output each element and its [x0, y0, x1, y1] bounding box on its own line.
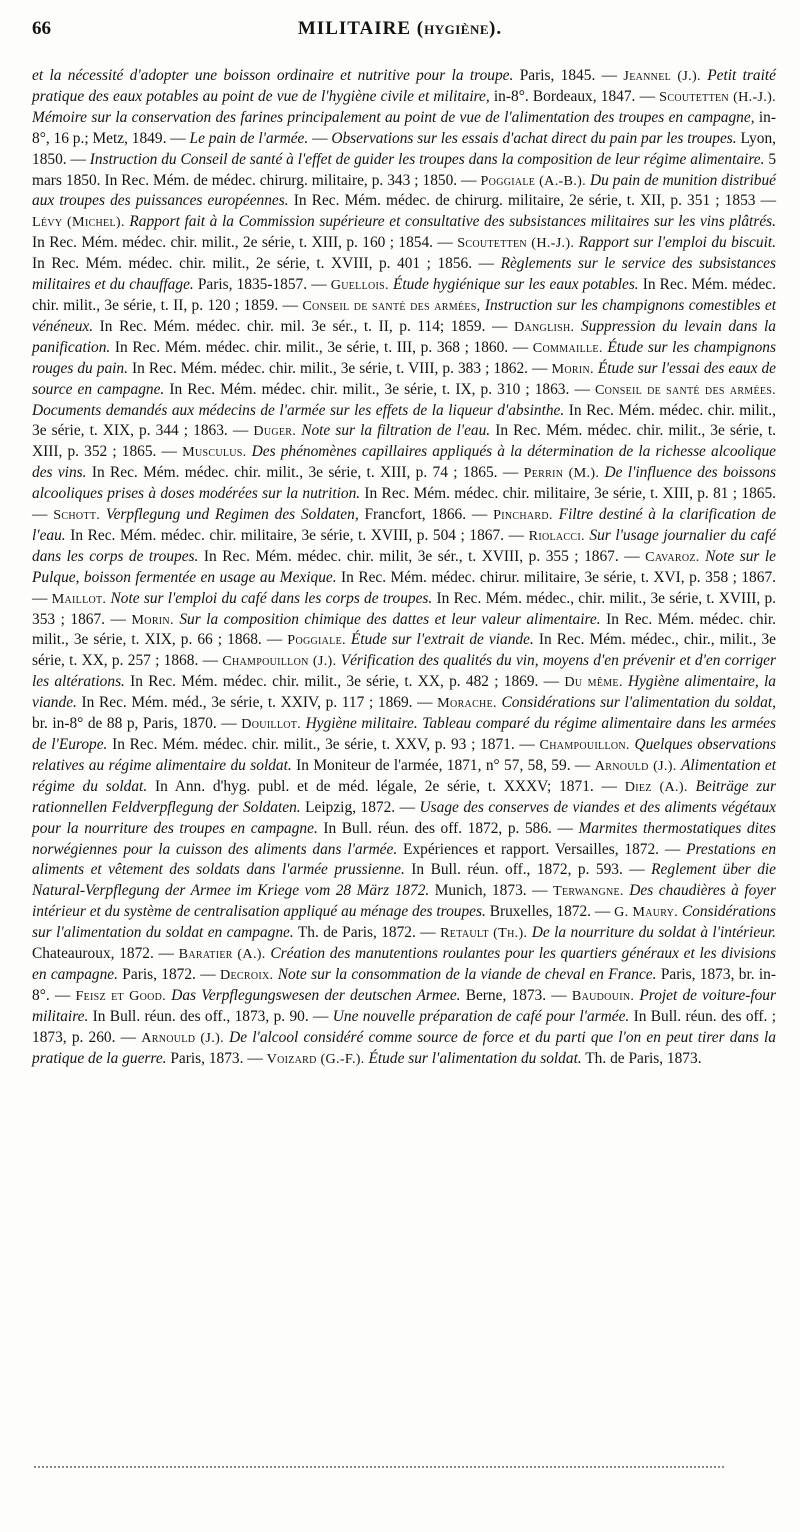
- entry-details: In Rec. Mém. médec. chir. milit., 3e série, t. XIX, p. 66 ; 1868.: [32, 610, 777, 649]
- entry-details: In Rec. Mém. médec. chir. militaire, 3e série, t. XVIII, p. 504 ; 1867.: [65, 526, 505, 544]
- bibliography-entry: — Arnould (J.). De l'alcool considéré comme source de force et du parti que l'on en peut tirer dans la pratique de la guerre. Paris, 1873.: [32, 1028, 776, 1067]
- entry-title: Beiträge zur rationnellen Feldverpflegung der Soldaten.: [32, 777, 776, 816]
- entry-title: De l'alcool considéré comme source de force et du parti que l'on en peut tirer dans la pratique de la guerre.: [32, 1028, 776, 1067]
- entry-details: Francfort, 1866.: [358, 506, 467, 524]
- entry-details: In Rec. Mém. médec. chir. milit, 3e sér., t. XVIII, p. 355 ; 1867.: [198, 547, 619, 565]
- entry-details: In Bull. réun. des off. ; 1873, p. 260.: [32, 1007, 776, 1046]
- entry-author: Jeannel (J.).: [623, 68, 701, 84]
- bibliography-entry: — Morin. Étude sur l'essai des eaux de source en campagne. In Rec. Mém. médec. chir. milit., 3e série, t. IX, p. 310 ; 1863.: [32, 359, 776, 398]
- bibliography-entry: — Morache. Considérations sur l'alimentation du soldat, br. in-8° de 88 p, Paris, 1870.: [32, 694, 776, 733]
- entry-details: In Rec. Mém. méd., 3e série, t. XXIV, p. 117 ; 1869.: [76, 694, 413, 712]
- bibliography-entry: — Perrin (M.). De l'influence des boissons alcooliques prises à doses modérées sur la nutrition. In Rec. Mém. médec. chir. militaire, 3e série, t. XIII, p. 81 ; 1865.: [32, 464, 776, 503]
- entry-details: In Rec. Mém. médec. chir. milit., 3e série, t. VIII, p. 383 ; 1862.: [127, 359, 529, 377]
- bibliography-entry: — Observations sur les essais d'achat direct du pain par les troupes. Lyon, 1850.: [32, 129, 776, 168]
- page-header: [32, 18, 768, 48]
- bibliography-entry: — Reglement über die Natural-Verpflegung der Armee im Kriege vom 28 März 1872. Munich, 1873.: [32, 861, 777, 900]
- bibliography-entry: — Lévy (Michel). Rapport fait à la Commission supérieure et consultative des subsistances militaires sur les vins plâtrés. In Rec. Mém. médec. chir. milit., 2e série, t. XIII, p. 160 ; 1854.: [32, 192, 776, 252]
- bibliography-entry: — Arnould (J.). Alimentation et régime du soldat. In Ann. d'hyg. publ. et de méd. légale, 2e série, t. XXXV; 1871.: [32, 756, 777, 795]
- entry-details: In Bull. réun. des off. 1872, p. 586.: [317, 819, 552, 837]
- entry-title: Alimentation et régime du soldat.: [32, 756, 777, 795]
- entry-author: Champouillon (J.).: [222, 653, 337, 670]
- bibliography-entry: — Decroix. Note sur la consommation de la viande de cheval en France. Paris, 1873, br. in-8°.: [32, 965, 776, 1004]
- entry-author: Maillot.: [51, 590, 107, 607]
- bibliography-entry: — Maillot. Note sur l'emploi du café dans les corps de troupes. In Rec. Mém. médec., chir. milit., 3e série, t. XVIII, p. 353 ; 1867.: [32, 589, 776, 628]
- bibliography-entry: — Champouillon (J.). Vérification des qualités du vin, moyens d'en prévenir et d'en corriger les altérations. In Rec. Mém. médec. chir. milit., 3e série, t. XX, p. 482 ; 1869.: [32, 652, 776, 691]
- entry-title: Projet de voiture-four militaire.: [32, 986, 776, 1025]
- entry-details: In Rec. Mém. médec. chir. milit., 3e série, t. XIII, p. 352 ; 1865.: [32, 422, 776, 461]
- entry-details: 5 mars 1850. In Rec. Mém. de médec. chirurg. militaire, p. 343 ; 1850.: [32, 150, 777, 189]
- entry-title: Étude sur l'essai des eaux de source en campagne.: [32, 359, 776, 398]
- entry-author: Baudouin.: [571, 987, 635, 1004]
- bibliography-entry: — Voizard (G.-F.). Étude sur l'alimentation du soldat. Th. de Paris, 1873.: [243, 1049, 702, 1067]
- entry-title: De l'influence des boissons alcooliques prises à doses modérées sur la nutrition.: [32, 464, 776, 503]
- bibliography-entry: — Poggiale (A.-B.). Du pain de munition distribué aux troupes des puissances européennes. In Rec. Mém. médec. de chirurg. militaire, 2e série, t. XII, p. 351 ; 1853: [32, 171, 776, 210]
- entry-details: In Rec. Mém. médec. chir. milit., 3e série, t. III, p. 368 ; 1860.: [110, 338, 509, 356]
- entry-title: Rapport sur l'emploi du biscuit.: [578, 234, 776, 252]
- entry-title: Instruction sur les champignons comestibles et vénéneux.: [32, 296, 776, 335]
- entry-author: Morache.: [437, 695, 497, 712]
- entry-author: Scoutetten (H.-J.).: [457, 235, 575, 252]
- bibliography-entry: — Morin. Sur la composition chimique des dattes et leur valeur alimentaire. In Rec. Mém. médec. chir. milit., 3e série, t. XIX, p. 66 ; 1868.: [32, 610, 777, 649]
- entry-details: Paris, 1873, br. in-8°.: [32, 965, 776, 1004]
- entry-title: Das Verpflegungswesen der deutschen Armee.: [171, 986, 461, 1004]
- bibliography-entry: — Douillot. Hygiène militaire. Tableau comparé du régime alimentaire dans les armées de l'Europe. In Rec. Mém. médec. chir. milit., 3e série, t. XXV, p. 93 ; 1871.: [32, 715, 777, 753]
- entry-title: Hygiène alimentaire, la viande.: [32, 673, 776, 712]
- entry-title: Étude sur l'alimentation du soldat.: [368, 1049, 582, 1067]
- entry-title: Note sur l'emploi du café dans les corps de troupes.: [110, 589, 433, 607]
- bibliography-entry: — Terwangne. Des chaudières à foyer intérieur et du système de centralisation appliqué au ménage des troupes. Bruxelles, 1872.: [32, 882, 776, 921]
- entry-author: Musculus.: [182, 444, 247, 461]
- entry-author: Champouillon.: [539, 737, 630, 753]
- entry-title: Reglement über die Natural-Verpflegung der Armee im Kriege vom 28 März 1872.: [32, 861, 777, 900]
- bibliography-entry: — G. Maury. Considérations sur l'alimentation du soldat en campagne. Th. de Paris, 1872.: [32, 903, 776, 942]
- entry-title: Petit traité pratique des eaux potables au point de vue de l'hygiène civile et militaire,: [32, 67, 776, 105]
- entry-details: Bruxelles, 1872.: [485, 903, 592, 921]
- bibliography-entry: — Instruction du Conseil de santé à l'effet de guider les troupes dans la composition de leur régime alimentaire. 5 mars 1850. In Rec. Mém. de médec. chirurg. militaire, p. 343 ; 1850.: [32, 150, 777, 189]
- entry-title: Étude sur l'extrait de viande.: [350, 631, 534, 649]
- entry-title: Étude sur les champignons rouges du pain.: [32, 338, 776, 377]
- entry-details: Paris, 1873.: [166, 1049, 244, 1067]
- entry-title: Considérations sur l'alimentation du soldat,: [501, 694, 776, 712]
- bibliography-entry: — Cavaroz. Note sur le Pulque, boisson fermentée en usage au Mexique. In Rec. Mém. médec. chirur. militaire, 3e série, t. XVI, p. 358 ; 1867.: [32, 547, 776, 586]
- entry-author: Cavaroz.: [645, 548, 700, 565]
- entry-title: Marmites thermostatiques dites norwégiennes pour la cuisson des aliments dans l'armée.: [32, 819, 776, 858]
- entry-details: Paris, 1845.: [513, 67, 596, 84]
- bibliography-entry: [32, 67, 595, 84]
- bibliography-entry: — Pinchard. Filtre destiné à la clarification de l'eau. In Rec. Mém. médec. chir. militaire, 3e série, t. XVIII, p. 504 ; 1867.: [32, 506, 777, 544]
- footer-rule: [34, 1466, 724, 1468]
- entry-details: In Rec. Mém. médec. chirur. militaire, 3e série, t. XVI, p. 358 ; 1867.: [336, 568, 776, 586]
- entry-author: Voizard (G.-F.).: [266, 1050, 365, 1067]
- entry-title: Vérification des qualités du vin, moyens d'en prévenir et d'en corriger les altérations.: [32, 652, 776, 691]
- entry-details: In Moniteur de l'armée, 1871, n° 57, 58, 59.: [291, 756, 571, 774]
- entry-title: Filtre destiné à la clarification de l'eau.: [32, 506, 777, 544]
- bibliography-entry: — Scoutetten (H.-J.). Mémoire sur la conservation des farines principalement au point de vue de l'alimentation des troupes en campagne, in-8°, 16 p.; Metz, 1849.: [32, 87, 776, 147]
- entry-details: Berne, 1873.: [460, 986, 547, 1004]
- entry-title: Prestations en aliments et vêtement des soldats dans l'armée prussienne.: [32, 840, 777, 879]
- entry-author: Arnould (J.).: [594, 757, 677, 774]
- entry-title: Considérations sur l'alimentation du soldat en campagne.: [32, 903, 776, 942]
- entry-author: Douillot.: [241, 716, 302, 733]
- entry-details: In Bull. réun. des off., 1873, p. 90.: [88, 1007, 309, 1025]
- entry-author: Duger.: [253, 423, 297, 440]
- entry-details: Expériences et rapport. Versailles, 1872.: [397, 840, 660, 858]
- running-title-main: MILITAIRE (: [297, 18, 425, 39]
- bibliography-entry: — Duger. Note sur la filtration de l'eau. In Rec. Mém. médec. chir. milit., 3e série, t. XIII, p. 352 ; 1865.: [32, 422, 776, 461]
- bibliography-text: [32, 66, 776, 1070]
- bibliography-entry: — Feisz et Good. Das Verpflegungswesen der deutschen Armee. Berne, 1873.: [49, 986, 547, 1004]
- entry-details: br. in-8° de 88 p, Paris, 1870.: [32, 715, 217, 733]
- entry-details: In Rec. Mém. médec., chir., milit., 3e série, t. XX, p. 257 ; 1868.: [32, 631, 776, 670]
- entry-details: In Bull. réun. off., 1872, p. 593.: [404, 861, 623, 879]
- entry-author: Diez (A.).: [624, 778, 688, 795]
- entry-details: Th. de Paris, 1873.: [581, 1049, 702, 1067]
- bibliography-entry: — Règlements sur le service des subsistances militaires et du chauffage. Paris, 1835-1857.: [32, 255, 776, 294]
- entry-author: Perrin (M.).: [523, 465, 600, 482]
- entry-author: Scoutetten (H.-J.).: [659, 88, 776, 105]
- entry-details: In Ann. d'hyg. publ. et de méd. légale, 2e série, t. XXXV; 1871.: [147, 777, 594, 795]
- entry-author: Decroix.: [219, 966, 274, 983]
- page-number: 66: [32, 18, 51, 39]
- entry-author: Schott.: [53, 507, 101, 524]
- entry-author: Arnould (J.).: [141, 1029, 224, 1046]
- bibliography-entry: — Musculus. Des phénomènes capillaires appliqués à la détermination de la richesse alcoolique des vins. In Rec. Mém. médec. chir. milit., 3e série, t. XIII, p. 74 ; 1865.: [32, 443, 776, 482]
- entry-details: In Rec. Mém. médec. chir. milit., 3e série, t. XIII, p. 74 ; 1865.: [86, 464, 498, 482]
- bibliography-entry: — Conseil de santé des armées. Documents demandés aux médecins de l'armée sur les effets de la liqueur d'absinthe. In Rec. Mém. médec. chir. milit., 3e série, t. XIX, p. 344 ; 1863.: [32, 380, 776, 440]
- bibliography-entry: — Jeannel (J.). Petit traité pratique des eaux potables au point de vue de l'hygiène civile et militaire, in-8°. Bordeaux, 1847.: [32, 67, 776, 105]
- entry-details: In Rec. Mém. médec. chir. milit., 3e série, t. XIX, p. 344 ; 1863.: [32, 401, 776, 440]
- entry-details: In Rec. Mém. médec. chir. milit., 3e série, t. IX, p. 310 ; 1863.: [164, 380, 570, 398]
- entry-author: G. Maury.: [614, 904, 679, 921]
- entry-title: Du pain de munition distribué aux troupes des puissances européennes.: [32, 171, 776, 210]
- entry-author: Conseil de santé des armées,: [302, 297, 481, 314]
- entry-title: Hygiène militaire. Tableau comparé du régime alimentaire dans les armées de l'Europe.: [32, 715, 777, 753]
- bibliography-entry: — Poggiale. Étude sur l'extrait de viande. In Rec. Mém. médec., chir., milit., 3e série, t. XX, p. 257 ; 1868.: [32, 631, 776, 670]
- bibliography-entry: — Riolacci. Sur l'usage journalier du café dans les corps de troupes. In Rec. Mém. médec. chir. milit, 3e sér., t. XVIII, p. 355 ; 1867.: [32, 526, 776, 565]
- bibliography-entry: — Commaille. Étude sur les champignons rouges du pain. In Rec. Mém. médec. chir. milit., 3e série, t. VIII, p. 383 ; 1862.: [32, 338, 776, 377]
- entry-title: Création des manutentions roulantes pour les quartiers généraux et les divisions en campagne.: [32, 945, 776, 983]
- entry-details: Chateauroux, 1872.: [32, 945, 154, 963]
- entry-author: Guellois.: [330, 277, 389, 294]
- entry-title: Verpflegung und Regimen des Soldaten,: [105, 506, 359, 524]
- bibliography-entry: — Guellois. Étude hygiénique sur les eaux potables. In Rec. Mém. médec. chir. milit., 3e série, t. II, p. 120 ; 1859.: [32, 276, 776, 314]
- entry-author: Du même.: [564, 674, 623, 691]
- entry-details: in-8°, 16 p.; Metz, 1849.: [32, 108, 776, 147]
- entry-details: In Rec. Mém. médec. chir. militaire, 3e série, t. XIII, p. 81 ; 1865.: [360, 485, 776, 503]
- bibliography-entry: — Baratier (A.). Création des manutentions roulantes pour les quartiers généraux et les divisions en campagne. Paris, 1872.: [32, 945, 776, 983]
- entry-author: Retault (Th.).: [440, 925, 528, 942]
- entry-title: Documents demandés aux médecins de l'armée sur les effets de la liqueur d'absinthe.: [32, 401, 565, 419]
- entry-title: Sur la composition chimique des dattes et leur valeur alimentaire.: [179, 610, 601, 628]
- entry-title: Note sur le Pulque, boisson fermentée en usage au Mexique.: [32, 547, 776, 586]
- entry-title: Règlements sur le service des subsistances militaires et du chauffage.: [32, 255, 776, 294]
- entry-title: Le pain de l'armée.: [189, 129, 309, 147]
- entry-title: Des phénomènes capillaires appliqués à la détermination de la richesse alcoolique des vins.: [32, 443, 776, 482]
- entry-title: Étude hygiénique sur les eaux potables.: [392, 276, 639, 294]
- bibliography-entry: — Retault (Th.). De la nourriture du soldat à l'intérieur. Chateauroux, 1872.: [32, 924, 776, 963]
- entry-details: Paris, 1835-1857.: [193, 276, 308, 294]
- entry-author: Terwangne.: [553, 883, 624, 900]
- entry-title: Une nouvelle préparation de café pour l'armée.: [332, 1007, 630, 1025]
- entry-details: Lyon, 1850.: [32, 129, 776, 168]
- entry-title: Suppression du levain dans la panification.: [32, 317, 776, 356]
- entry-details: In Rec. Mém. médec. de chirurg. militaire, 2e série, t. XII, p. 351 ; 1853: [288, 192, 756, 210]
- bibliography-entry: — Diez (A.). Beiträge zur rationnellen Feldverpflegung der Soldaten. Leipzig, 1872.: [32, 777, 776, 816]
- entry-details: Paris, 1872.: [117, 965, 196, 983]
- entry-title: Rapport fait à la Commission supérieure et consultative des subsistances militaires sur les vins plâtrés.: [129, 213, 776, 231]
- entry-title: Sur l'usage journalier du café dans les corps de troupes.: [32, 526, 776, 565]
- entry-title: Instruction du Conseil de santé à l'effet de guider les troupes dans la composition de leur régime alimentaire.: [89, 150, 765, 168]
- entry-details: Leipzig, 1872.: [300, 798, 396, 816]
- bibliography-entry: — Baudouin. Projet de voiture-four militaire. In Bull. réun. des off., 1873, p. 90.: [32, 986, 776, 1025]
- entry-title: Observations sur les essais d'achat direct du pain par les troupes.: [331, 129, 737, 147]
- entry-author: Pinchard.: [493, 507, 553, 524]
- bibliography-entry: — Prestations en aliments et vêtement des soldats dans l'armée prussienne. In Bull. réun. off., 1872, p. 593.: [32, 840, 777, 879]
- entry-author: Morin.: [551, 360, 594, 377]
- entry-details: In Rec. Mém. médec. chir. mil. 3e sér., t. II, p. 114; 1859.: [93, 317, 486, 335]
- entry-author: Baratier (A.).: [178, 946, 266, 963]
- entry-details: in-8°. Bordeaux, 1847.: [489, 87, 636, 105]
- bibliography-entry: — Danglish. Suppression du levain dans la panification. In Rec. Mém. médec. chir. milit., 3e série, t. III, p. 368 ; 1860.: [32, 317, 776, 356]
- entry-author: Conseil de santé des armées.: [594, 381, 776, 398]
- bibliography-entry: — Une nouvelle préparation de café pour l'armée. In Bull. réun. des off. ; 1873, p. 260.: [32, 1007, 776, 1046]
- bibliography-entry: — Champouillon. Quelques observations relatives au régime alimentaire du soldat. In Moniteur de l'armée, 1871, n° 57, 58, 59.: [32, 736, 776, 774]
- entry-author: Morin.: [131, 611, 174, 628]
- bibliography-entry: — Scoutetten (H.-J.). Rapport sur l'emploi du biscuit. In Rec. Mém. médec. chir. milit., 2e série, t. XVIII, p. 401 ; 1856.: [32, 234, 776, 273]
- entry-author: Lévy (Michel).: [32, 214, 125, 231]
- entry-title: Mémoire sur la conservation des farines principalement au point de vue de l'alimentation des troupes en campagne,: [32, 108, 755, 126]
- entry-details: In Rec. Mém. médec. chir. milit., 2e série, t. XIII, p. 160 ; 1854.: [32, 234, 434, 252]
- entry-details: In Rec. Mém. médec. chir. milit., 3e série, t. XXV, p. 93 ; 1871.: [107, 736, 515, 753]
- entry-title: et la nécessité d'adopter une boisson ordinaire et nutritive pour la troupe.: [32, 67, 514, 84]
- bibliography-entry: — Usage des conserves de viandes et des aliments végétaux pour la nourriture des troupes en campagne. In Bull. réun. des off. 1872, p. 586.: [32, 798, 777, 837]
- entry-title: Quelques observations relatives au régime alimentaire du soldat.: [32, 736, 776, 774]
- entry-details: In Rec. Mém. médec. chir. milit., 3e série, t. XX, p. 482 ; 1869.: [124, 673, 539, 691]
- entry-title: Note sur la consommation de la viande de cheval en France.: [277, 965, 657, 983]
- entry-author: Poggiale.: [287, 632, 346, 649]
- entry-author: Feisz et Good.: [75, 987, 167, 1004]
- entry-details: In Rec. Mém. médec. chir. milit., 2e série, t. XVIII, p. 401 ; 1856.: [32, 255, 473, 273]
- bibliography-entry: — Schott. Verpflegung und Regimen des Soldaten, Francfort, 1866.: [32, 506, 467, 524]
- bibliography-entry: — Du même. Hygiène alimentaire, la viande. In Rec. Mém. méd., 3e série, t. XXIV, p. 117 ; 1869.: [32, 673, 776, 712]
- bibliography-entry: — Marmites thermostatiques dites norwégiennes pour la cuisson des aliments dans l'armée. Expériences et rapport. Versailles, 1872.: [32, 819, 776, 858]
- running-title: [32, 18, 768, 40]
- entry-title: Usage des conserves de viandes et des aliments végétaux pour la nourriture des troupes en campagne.: [32, 798, 777, 837]
- entry-author: Riolacci.: [528, 527, 585, 544]
- bibliography-entry: — Le pain de l'armée.: [166, 129, 309, 147]
- entry-details: Munich, 1873.: [429, 882, 527, 900]
- running-title-end: ).: [489, 18, 503, 39]
- entry-author: Danglish.: [513, 318, 575, 335]
- entry-details: In Rec. Mém. médec. chir. milit., 3e série, t. II, p. 120 ; 1859.: [32, 276, 776, 314]
- entry-author: Commaille.: [532, 339, 603, 356]
- entry-title: Note sur la filtration de l'eau.: [301, 422, 491, 440]
- entry-author: Poggiale (A.-B.).: [480, 172, 586, 189]
- entry-title: Des chaudières à foyer intérieur et du système de centralisation appliqué au ménage des troupes.: [32, 882, 776, 921]
- bibliography-entry: — Conseil de santé des armées, Instruction sur les champignons comestibles et vénéneux. In Rec. Mém. médec. chir. mil. 3e sér., t. II, p. 114; 1859.: [32, 296, 776, 335]
- entry-title: De la nourriture du soldat à l'intérieur.: [531, 924, 776, 942]
- entry-details: In Rec. Mém. médec., chir. milit., 3e série, t. XVIII, p. 353 ; 1867.: [32, 589, 776, 628]
- running-title-sub: HYGIÈNE: [424, 22, 490, 37]
- entry-details: Th. de Paris, 1872.: [293, 924, 416, 942]
